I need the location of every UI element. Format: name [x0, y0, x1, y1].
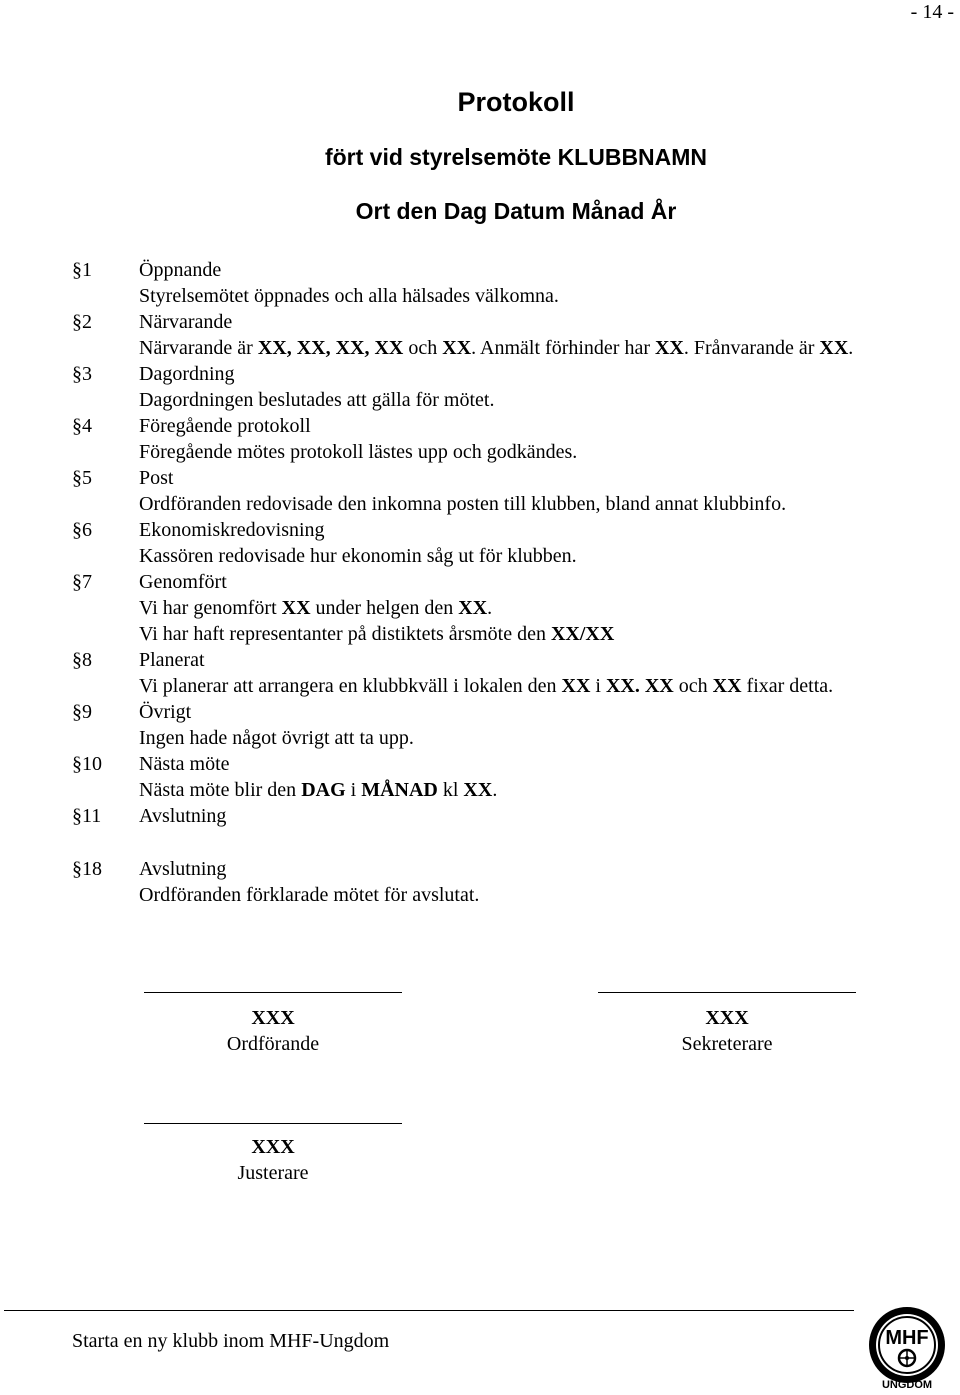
item-7-text-row-2: [0, 621, 960, 647]
chair-role: Ordförande: [226, 1033, 320, 1055]
adjuster-signature-line: [144, 1123, 402, 1124]
logo-bottom-text: UNGDOM: [881, 1379, 933, 1391]
item-heading: Genomfört: [139, 571, 227, 593]
item-5-heading-row: [0, 465, 960, 491]
secretary-signature-line: [598, 992, 856, 993]
item-heading: Planerat: [139, 649, 205, 671]
secretary-name: XXX: [705, 1007, 749, 1029]
item-18-heading-row: [0, 856, 960, 882]
item-number: §8: [72, 649, 92, 671]
item-number: §5: [72, 467, 92, 489]
item-number: §4: [72, 415, 92, 437]
item-7-heading-row: [0, 569, 960, 595]
item-heading: Föregående protokoll: [139, 415, 311, 437]
item-2-text-row: [0, 335, 960, 361]
document-subtitle: fört vid styrelsemöte KLUBBNAMN: [324, 144, 708, 170]
item-1-heading-row: [0, 257, 960, 283]
item-text: Närvarande är XX, XX, XX, XX och XX. Anmält förhinder har XX. Frånvarande är XX.: [139, 337, 854, 359]
item-heading: Öppnande: [139, 259, 222, 281]
item-6-text-row: [0, 543, 960, 569]
adjuster-name: XXX: [251, 1136, 295, 1158]
item-heading: Övrigt: [139, 701, 192, 723]
secretary-role: Sekreterare: [681, 1033, 773, 1055]
item-number: §9: [72, 701, 92, 723]
item-number: §7: [72, 571, 92, 593]
item-text: Vi har genomfört XX under helgen den XX.: [139, 597, 493, 619]
item-text: Dagordningen beslutades att gälla för mötet.: [139, 389, 495, 411]
chair-name: XXX: [251, 1007, 295, 1029]
place-date-line: Ort den Dag Datum Månad År: [355, 198, 677, 224]
item-text: Nästa möte blir den DAG i MÅNAD kl XX.: [139, 779, 498, 801]
logo-top-text: MHF: [885, 1327, 929, 1349]
item-number: §6: [72, 519, 92, 541]
item-8-heading-row: [0, 647, 960, 673]
item-5-text-row: [0, 491, 960, 517]
item-heading: Ekonomiskredovisning: [139, 519, 325, 541]
item-number: §1: [72, 259, 92, 281]
item-heading: Avslutning: [139, 805, 227, 827]
item-heading: Närvarande: [139, 311, 233, 333]
item-18-text-row: [0, 882, 960, 908]
item-text: Föregående mötes protokoll lästes upp och godkändes.: [139, 441, 578, 463]
item-heading: Nästa möte: [139, 753, 230, 775]
item-7-text-row-1: [0, 595, 960, 621]
item-number: §10: [72, 753, 102, 775]
item-8-text-row: [0, 673, 960, 699]
footer-rule: [4, 1310, 854, 1311]
item-9-text-row: [0, 725, 960, 751]
item-heading: Dagordning: [139, 363, 235, 385]
item-3-heading-row: [0, 361, 960, 387]
item-4-heading-row: [0, 413, 960, 439]
item-number: §3: [72, 363, 92, 385]
item-text: Styrelsemötet öppnades och alla hälsades välkomna.: [139, 285, 559, 307]
item-1-text-row: [0, 283, 960, 309]
mhf-ungdom-logo-icon: [866, 1300, 948, 1392]
item-text: Vi planerar att arrangera en klubbkväll i lokalen den XX i XX. XX och XX fixar detta.: [139, 675, 834, 697]
item-heading: Post: [139, 467, 174, 489]
item-number: §18: [72, 858, 102, 880]
item-text: Ordföranden redovisade den inkomna posten till klubben, bland annat klubbinfo.: [139, 493, 787, 515]
item-text: Ingen hade något övrigt att ta upp.: [139, 727, 414, 749]
item-11-heading-row: [0, 803, 960, 829]
item-6-heading-row: [0, 517, 960, 543]
item-3-text-row: [0, 387, 960, 413]
chair-signature-line: [144, 992, 402, 993]
page-number: - 14 -: [910, 1, 954, 23]
item-9-heading-row: [0, 699, 960, 725]
document-title: Protokoll: [457, 87, 575, 117]
adjuster-role: Justerare: [237, 1162, 309, 1184]
item-number: §2: [72, 311, 92, 333]
item-4-text-row: [0, 439, 960, 465]
item-10-heading-row: [0, 751, 960, 777]
item-10-text-row: [0, 777, 960, 803]
item-number: §11: [72, 805, 102, 827]
item-text: Ordföranden förklarade mötet för avslutat.: [139, 884, 480, 906]
item-text: Kassören redovisade hur ekonomin såg ut för klubben.: [139, 545, 577, 567]
footer-text: Starta en ny klubb inom MHF-Ungdom: [72, 1330, 390, 1352]
item-heading: Avslutning: [139, 858, 227, 880]
item-2-heading-row: [0, 309, 960, 335]
item-text: Vi har haft representanter på distiktets årsmöte den XX/XX: [139, 623, 615, 645]
